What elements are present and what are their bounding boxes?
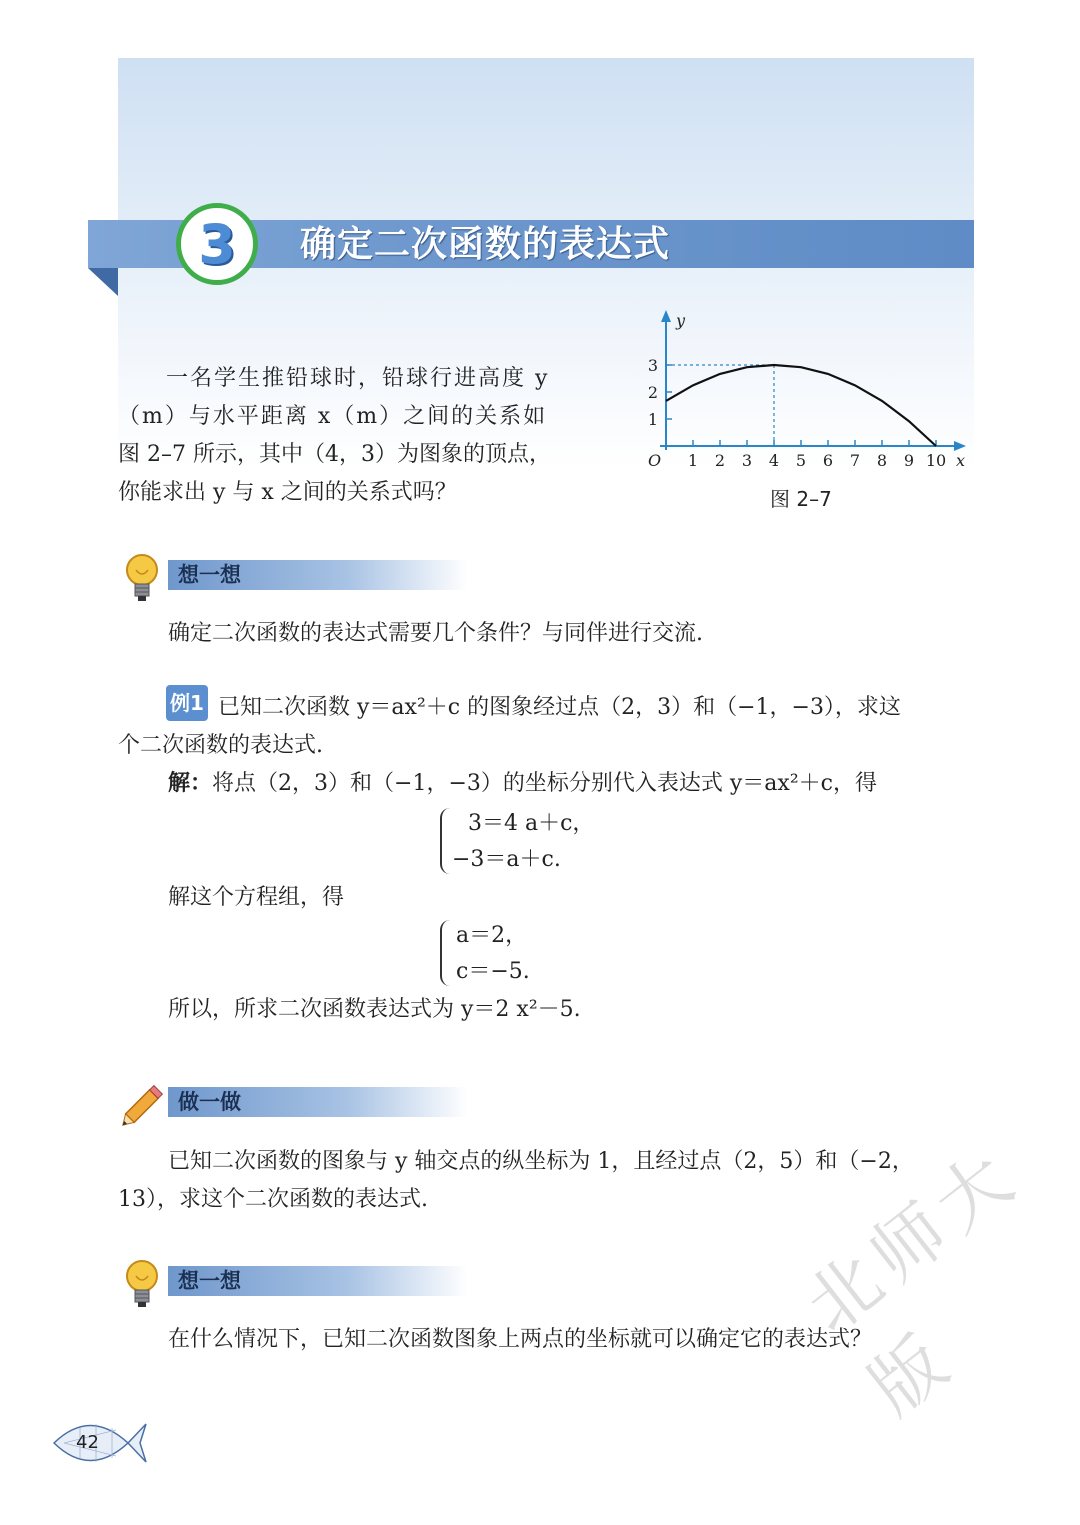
title-band-fold [88,268,118,296]
origin-label: O [648,451,662,470]
x-tick-label: 4 [768,451,780,470]
figure-caption: 图 2–7 [770,487,832,511]
page-title: 确定二次函数的表达式 [300,224,671,265]
parabola-chart [632,306,972,486]
doit-heading: 做一做 [178,1090,241,1114]
x-tick-label: 7 [849,451,861,470]
solution-value-line: a＝2， [456,923,528,948]
think-heading: 想一想 [178,1269,241,1293]
think-question: 确定二次函数的表达式需要几个条件？与同伴进行交流. [168,621,703,646]
solve-text: 解这个方程组，得 [168,885,345,910]
think-heading: 想一想 [178,563,241,587]
solution-text: 将点（2，3）和（−1，−3）的坐标分别代入表达式 y＝ax²＋c，得 [212,771,877,796]
section-number-badge [176,203,258,285]
think-heading-bar [168,560,468,590]
watermark: 北师大版 [789,1131,1036,1431]
x-tick-label: 2 [714,451,726,470]
intro-line: 你能求出 y 与 x 之间的关系式吗？ [118,480,457,505]
lightbulb-icon [122,552,162,604]
example-text-line1: 已知二次函数 y＝ax²＋c 的图象经过点（2，3）和（−1，−3），求这 [218,695,901,720]
y-tick-label: 2 [647,383,658,402]
x-tick-label: 10 [925,451,947,470]
think-heading-bar [168,1266,468,1296]
x-tick-label: 9 [903,451,915,470]
y-tick-label: 3 [647,356,658,375]
conclusion-line: 所以，所求二次函数表达式为 y＝2 x²－5. [168,997,581,1022]
x-axis-label: x [956,451,966,470]
solution-value-line: c＝−5. [456,959,530,984]
doit-text-line1: 已知二次函数的图象与 y 轴交点的纵坐标为 1，且经过点（2，5）和（−2， [168,1149,914,1174]
equation-line: −3＝a＋c. [452,847,561,872]
pencil-icon [118,1078,170,1130]
doit-text-line2: 13），求这个二次函数的表达式. [118,1187,428,1212]
example-text-line2: 个二次函数的表达式. [118,733,323,758]
page-number: 42 [76,1432,99,1453]
x-axis-arrow [954,441,966,451]
x-tick-label: 3 [741,451,753,470]
x-tick-label: 1 [687,451,699,470]
y-axis-arrow [661,310,671,322]
lightbulb-icon [122,1258,162,1310]
x-tick-label: 6 [822,451,834,470]
parabola-curve [666,365,936,446]
example-badge: 例1 [166,685,208,721]
figure-graph [632,306,972,486]
section-number: 3 [198,212,236,276]
solution-line [168,766,877,797]
solution-label: 解： [168,770,213,796]
think-question: 在什么情况下，已知二次函数图象上两点的坐标就可以确定它的表达式？ [168,1327,873,1352]
y-axis-label: y [676,311,686,330]
intro-line: （m）与水平距离 x（m）之间的关系如 [118,404,548,429]
x-tick-label: 5 [795,451,807,470]
y-tick-label: 1 [647,410,658,429]
x-tick-label: 8 [876,451,888,470]
doit-heading-bar [168,1087,468,1117]
intro-paragraph [118,360,618,512]
equation-line: 3＝4 a＋c， [468,811,595,836]
equation-brace [440,920,454,986]
intro-line: 图 2–7 所示，其中（4，3）为图象的顶点， [118,442,551,467]
fish-page-icon [50,1410,150,1476]
intro-line: 一名学生推铅球时，铅球行进高度 y [166,366,550,391]
